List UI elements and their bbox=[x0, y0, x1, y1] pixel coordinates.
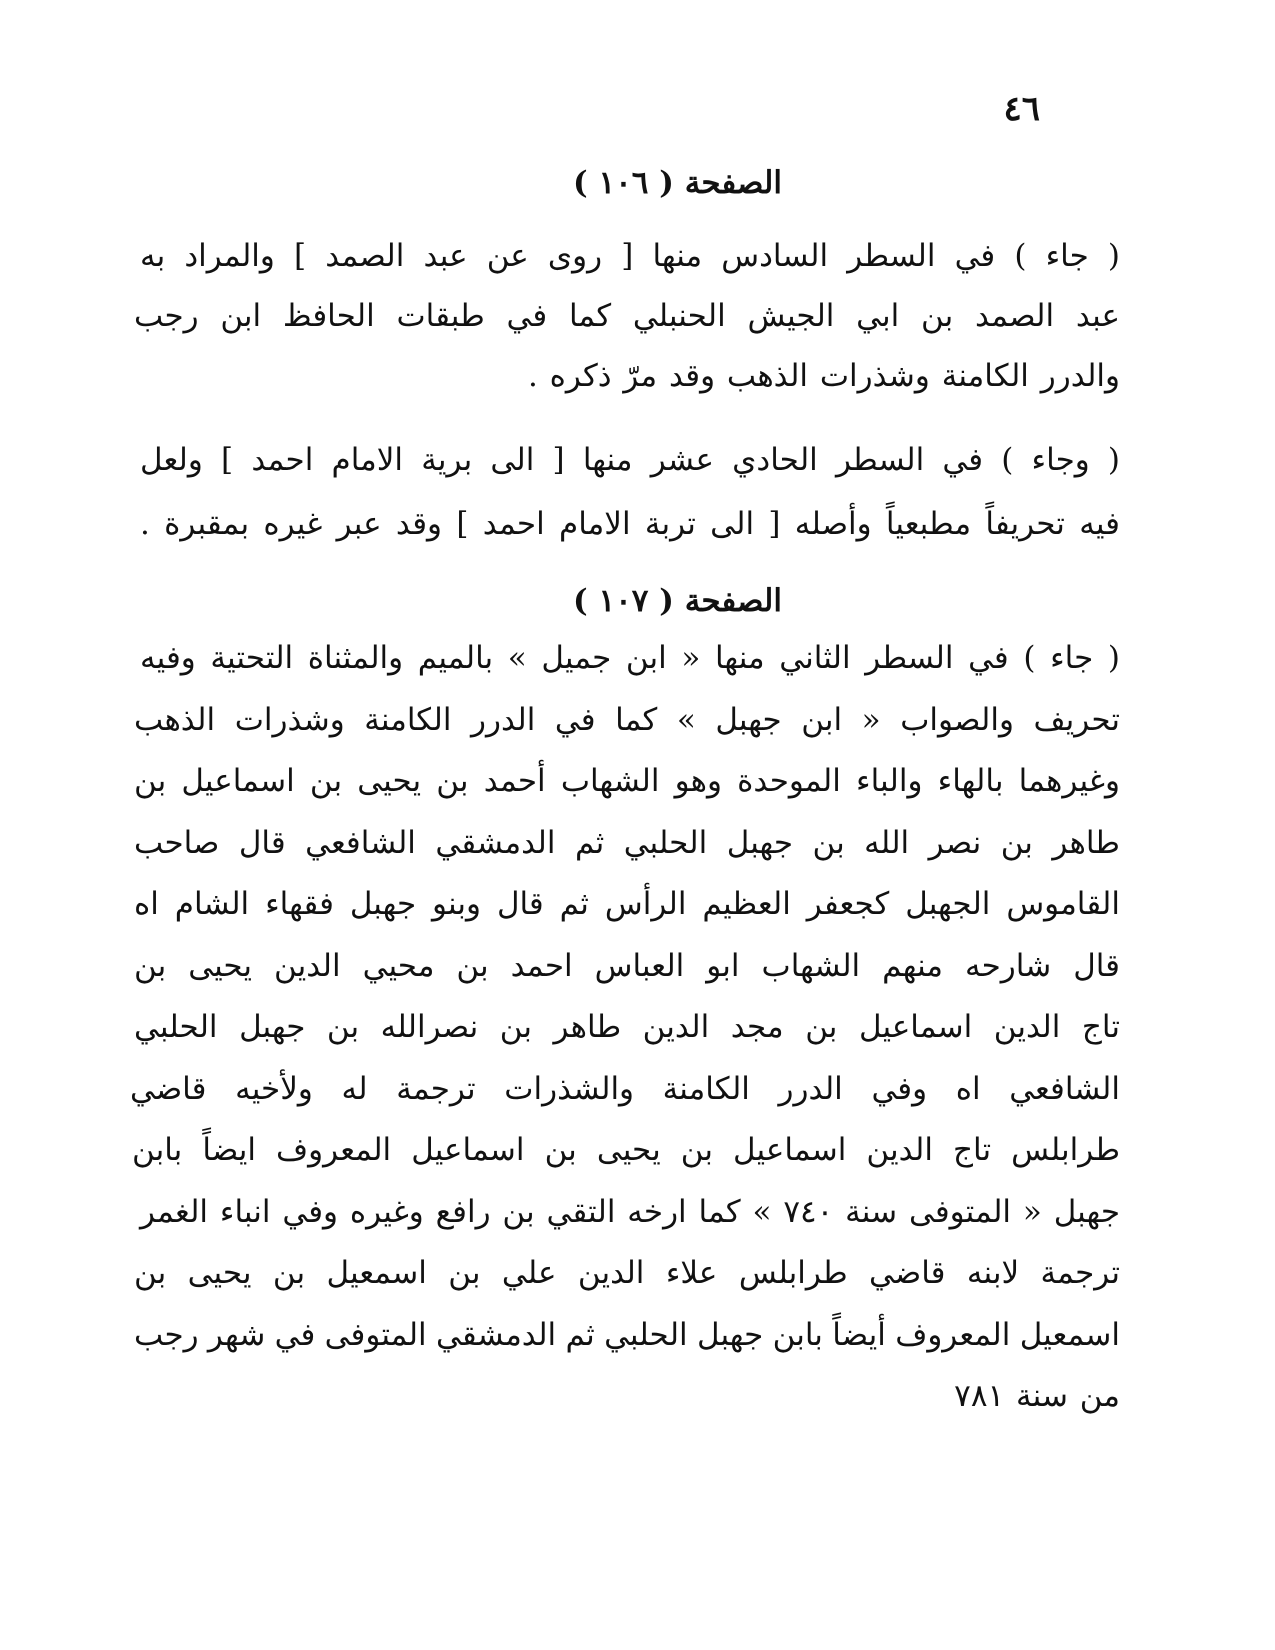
text-line: ترجمة لابنه قاضي طرابلس علاء الدين علي بن اسمعيل بن يحيى بن bbox=[134, 1255, 1120, 1291]
text-line: ( جاء ) في السطر السادس منها [ روى عن عبد الصمد ] والمراد به bbox=[140, 238, 1120, 274]
text-line: ( جاء ) في السطر الثاني منها « ابن جميل » بالميم والمثناة التحتية وفيه bbox=[140, 640, 1120, 676]
section-heading-106: الصفحة ( ١٠٦ ) bbox=[573, 165, 782, 201]
text-line: قال شارحه منهم الشهاب ابو العباس احمد بن محيي الدين يحيى بن bbox=[134, 947, 1120, 984]
text-line: من سنة ٧٨١ bbox=[954, 1378, 1120, 1414]
text-line: اسمعيل المعروف أيضاً بابن جهبل الحلبي ثم الدمشقي المتوفى في شهر رجب bbox=[134, 1316, 1120, 1353]
paragraph-106-line-11 bbox=[112, 428, 1120, 556]
text-line: والدرر الكامنة وشذرات الذهب وقد مرّ ذكره . bbox=[527, 358, 1120, 394]
text-line: تاج الدين اسماعيل بن مجد الدين طاهر بن نصرالله بن جهبل الحلبي bbox=[134, 1009, 1120, 1045]
paragraph-106-line-6 bbox=[112, 226, 1120, 406]
section-heading-107: الصفحة ( ١٠٧ ) bbox=[573, 583, 782, 619]
text-line: وغيرهما بالهاء والباء الموحدة وهو الشهاب أحمد بن يحيى بن اسماعيل بن bbox=[134, 763, 1120, 799]
text-line: طاهر بن نصر الله بن جهبل الحلبي ثم الدمشقي الشافعي قال صاحب bbox=[134, 824, 1120, 861]
text-line: جهبل « المتوفى سنة ٧٤٠ » كما ارخه التقي بن رافع وغيره وفي انباء الغمر bbox=[140, 1193, 1120, 1230]
paragraph-107-line-2 bbox=[112, 628, 1120, 1428]
text-line: تحريف والصواب « ابن جهبل » كما في الدرر الكامنة وشذرات الذهب bbox=[134, 701, 1120, 738]
page-number: ٤٦ bbox=[1003, 89, 1040, 129]
text-line: الشافعي اه وفي الدرر الكامنة والشذرات ترجمة له ولأخيه قاضي bbox=[130, 1070, 1120, 1107]
text-line: ( وجاء ) في السطر الحادي عشر منها [ الى برية الامام احمد ] ولعل bbox=[140, 442, 1120, 478]
text-line: القاموس الجهبل كجعفر العظيم الرأس ثم قال وبنو جهبل فقهاء الشام اه bbox=[134, 886, 1120, 922]
text-line: طرابلس تاج الدين اسماعيل بن يحيى بن اسماعيل المعروف ايضاً بابن bbox=[132, 1132, 1120, 1168]
text-line: عبد الصمد بن ابي الجيش الحنبلي كما في طبقات الحافظ ابن رجب bbox=[134, 298, 1120, 334]
text-line: فيه تحريفاً مطبعياً وأصله [ الى تربة الامام احمد ] وقد عبر غيره بمقبرة . bbox=[140, 506, 1120, 542]
